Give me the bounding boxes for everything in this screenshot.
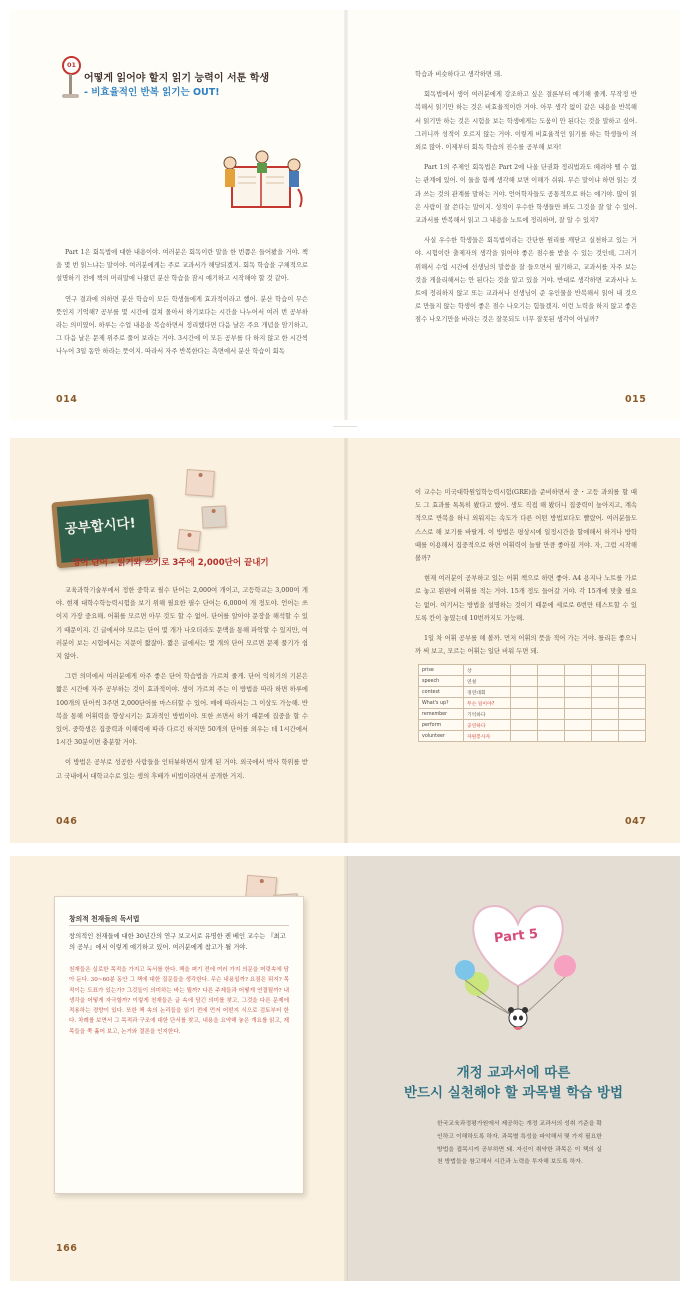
vocab-test-cell xyxy=(619,665,646,676)
balloon-icon xyxy=(554,955,576,977)
paragraph: 현재 여러분이 공부하고 있는 어휘 책으로 하면 좋아. A4 용지나 노트를 가로로 놓고 왼편에 어휘를 적는 거야. 15개 정도 들어갈 거야. 각 15개에 맞출 필요는 없어. 여기서는 방법을 설명하는 것이기 때문에 세로로 6번만 테스트할 수 있도록 칸이 놓였는데 10번까지도 가능해. xyxy=(415,575,637,622)
vocab-row xyxy=(419,720,646,731)
vocab-meaning: 연설 xyxy=(464,676,511,687)
vocab-word: prise xyxy=(419,665,464,676)
section-subtitle: 영어 단어 - 읽기와 쓰기로 3주에 2,000단어 끝내기 xyxy=(72,558,269,568)
vocab-test-cell xyxy=(592,720,619,731)
vocab-test-cell xyxy=(565,709,592,720)
page-047 xyxy=(347,438,680,843)
vocab-test-cell xyxy=(538,731,565,742)
paragraph: Part 1의 주제인 회독법은 Part 2에 나올 단권화 정리법과도 떼려야 뗄 수 없는 관계에 있어. 이 둘을 함께 생각해 보면 이해가 쉬워. 무슨 말이냐 하면 읽는 것과 쓰는 것의 관계를 말하는 거야. 언어학자들도 공통적으로 하는 얘기야. 많이 읽은 사람이 잘 쓴다는 말이지. 성적이 우수한 학생들만 봐도 그것을 잘 알 수 있어. 교과서를 반복해서 읽고 그 내용을 노트에 정리하며, 잘 알 수 있지? xyxy=(415,164,637,225)
vocab-test-cell xyxy=(538,676,565,687)
vocab-meaning: 공연하다 xyxy=(464,720,511,731)
memo-title: 창의적 천재들의 독서법 xyxy=(69,915,140,923)
vocab-row xyxy=(419,731,646,742)
chapter-title-line1: 개정 교과서에 따른 xyxy=(456,1065,571,1081)
vocab-word: contest xyxy=(419,687,464,698)
vocab-test-cell xyxy=(592,709,619,720)
vocab-row xyxy=(419,676,646,687)
part-label: Part 5 xyxy=(493,926,539,947)
chapter-opener-page xyxy=(347,856,680,1281)
vocab-test-cell xyxy=(592,731,619,742)
vocab-word: remember xyxy=(419,709,464,720)
spine-gutter xyxy=(344,856,348,1281)
vocab-test-cell xyxy=(619,676,646,687)
divider xyxy=(333,426,357,427)
reading-kids-illustration xyxy=(210,145,310,215)
spread-046-047 xyxy=(10,438,680,843)
page-number: 166 xyxy=(56,1243,78,1254)
vocab-meaning: 자원봉사자 xyxy=(464,731,511,742)
paragraph: 연구 결과에 의하면 분산 학습이 모든 학생들에게 효과적이라고 했어. 분산 학습이 무슨 뜻인지 기억해? 공부를 몇 시간에 걸쳐 몰아서 하기보다는 시간을 나누어서 여러 번 공부하라는 의미였어. 하루는 수업 내용을 복습하면서 정리했다면 다음 날은 주요 개념을 암기하고, 그 다음 날은 문제 위주로 풀어 보라는 거야. 3시간에 이 모든 공부를 다 하지 않고 한 시간씩 나누어 3일 동안 하라는 뜻이지. 따라서 자주 반복한다는 측면에서 분산 학습이 회독 xyxy=(56,295,308,356)
section-subtitle: - 비효율적인 반복 읽기는 OUT! xyxy=(84,87,220,98)
page-166 xyxy=(10,856,345,1281)
vocab-word: volunteer xyxy=(419,731,464,742)
vocab-row xyxy=(419,698,646,709)
vocab-test-cell xyxy=(511,687,538,698)
vocab-test-cell xyxy=(592,665,619,676)
vocab-test-cell xyxy=(511,676,538,687)
vocab-meaning: 무슨 일이야? xyxy=(464,698,511,709)
vocab-meaning: 경연대회 xyxy=(464,687,511,698)
page-015-body xyxy=(415,68,637,334)
section-title: 어떻게 읽어야 할지 읽기 능력이 서툰 학생 xyxy=(84,73,270,84)
vocab-meaning: 기억하다 xyxy=(464,709,511,720)
memo-divider xyxy=(69,925,289,926)
vocab-test-cell xyxy=(619,687,646,698)
vocab-test-cell xyxy=(511,709,538,720)
vocab-row xyxy=(419,709,646,720)
page-046-body xyxy=(56,584,308,790)
paragraph: 이 방법은 공부로 성공한 사람들을 인터뷰하면서 알게 된 거야. 외국에서 박사 학위를 받고 국내에서 대학교수로 있는 생의 후배가 비법이라면서 공개한 거지. xyxy=(56,759,308,780)
sticky-note xyxy=(185,469,215,497)
memo-card xyxy=(54,896,304,1194)
vocab-test-cell xyxy=(511,665,538,676)
paragraph: 이 교수는 미국대학원입학능력시험(GRE)을 준비하면서 중・고등 과외를 할 때도 그 효과를 톡톡히 봤다고 했어. 생도 직접 해 봤더니 집중력이 높아지고, 계속적으로 반복을 하니 외워지는 속도가 다른 어떤 방법보다도 빨랐어. 여러분들도 스스로 해 보기를 바랄게. 이 방법은 평상시에 일정시간을 할애해서 하거나 방학 때를 이용해서 집중적으로 하면 어휘력이 놀랄 만큼 좋아질 거야. 자, 그럼 시작해 볼까? xyxy=(415,489,637,563)
paragraph: 회독법에서 생이 여러분에게 강조하고 싶은 결론부터 얘기해 줄게. 무작정 반복해서 읽기만 하는 것은 비효율적이란 거야. 아무 생각 없이 같은 내용을 반복해서 읽기만 하는 것은 시험을 보는 학생에게는 도움이 안 된다는 것을 말하고 싶어. 그러니까 성적이 오르지 않는 거야. 이렇게 비효율적인 읽기를 하는 학생들이 의외로 많아. 이제부터 회독 학습의 진수를 공부해 보자! xyxy=(415,91,637,152)
paragraph: 그런 의미에서 여러분에게 아주 좋은 단어 학습법을 가르쳐 줄게. 단어 익히기의 기본은 짧은 시간에 자주 공부하는 것이 효과적이야. 생이 가르쳐 주는 이 방법을 따라 하면 하루에 100개의 단어씩 3주면 2,000단어를 마스터할 수 있어. 매에 따라서는 그 이상도 가능해. 반복을 통해 어휘력을 향상시키는 효과적인 방법이야. 또한 쓰면서 하기 때문에 집중을 할 수 있어. 중학생은 집중력과 이해력에 따라 다르긴 하지만 50개의 단어를 외우는 데 1시간에서 1시간 30분이면 충분할 거야. xyxy=(56,673,308,747)
vocab-test-cell xyxy=(565,731,592,742)
vocab-test-cell xyxy=(538,720,565,731)
vocab-test-cell xyxy=(538,687,565,698)
vocab-test-cell xyxy=(592,698,619,709)
vocab-test-cell xyxy=(592,687,619,698)
signpost-base-icon xyxy=(62,94,79,98)
vocab-test-cell xyxy=(511,698,538,709)
sticky-note xyxy=(177,529,201,551)
heart-balloon-icon xyxy=(473,906,562,986)
vocab-test-cell xyxy=(619,709,646,720)
page-014 xyxy=(10,10,345,420)
section-number-badge: 01 xyxy=(62,56,81,75)
chalkboard-text: 공부합시다! xyxy=(64,515,137,538)
balloon-panda-illustration xyxy=(443,886,593,1036)
page-046 xyxy=(10,438,345,843)
signpost-icon xyxy=(69,74,72,96)
vocab-test-cell xyxy=(565,676,592,687)
paragraph: 학습과 비슷하다고 생각하면 돼. xyxy=(415,71,503,78)
vocab-test-cell xyxy=(619,731,646,742)
vocab-test-cell xyxy=(511,731,538,742)
vocab-test-cell xyxy=(619,720,646,731)
vocab-test-cell xyxy=(592,676,619,687)
page-number: 046 xyxy=(56,816,78,827)
vocab-test-cell xyxy=(538,698,565,709)
spread-014-015 xyxy=(10,10,680,420)
sticky-note xyxy=(201,505,226,528)
chapter-description: 한국교육과정평가원에서 제공하는 개정 교과서의 성취 기준을 확인하고 이해하도록 하자. 과목별 특성을 파악해서 몇 가지 필요한 방법을 접목시켜 공부하면 돼. 자신이 취약한 과목은 이 책의 실천 방법들을 참고해서 시간과 노력을 투자해 보도록 하자. xyxy=(437,1121,602,1166)
page-number: 015 xyxy=(625,394,647,405)
vocab-test-cell xyxy=(511,720,538,731)
page-015 xyxy=(347,10,680,420)
vocab-test-cell xyxy=(538,665,565,676)
vocab-word: What's up? xyxy=(419,698,464,709)
memo-intro: 창의적인 천재들에 대한 30년간의 연구 보고서로 유명한 켄 베인 교수는 『최고의 공부』에서 이렇게 얘기하고 있어. 여러분에게 참고가 될 거야. xyxy=(69,933,286,951)
chapter-title-line2: 반드시 실천해야 할 과목별 학습 방법 xyxy=(403,1085,624,1101)
paragraph: Part 1은 회독법에 대한 내용이야. 여러분은 회독이란 말을 한 번쯤은 들어봤을 거야. 책을 몇 번 읽느냐는 말이야. 여러분에게는 주로 교과서가 해당되겠지. 회독 학습을 구체적으로 설명하기 전에 책의 머리말에 나왔던 분산 학습을 잠시 얘기하고 시작해야 할 것 같아. xyxy=(56,249,308,283)
vocab-row xyxy=(419,687,646,698)
memo-quote: 천재들은 실로한 목적을 가지고 독서를 한다. 책을 펴기 전에 여러 가지 의문을 머릿속에 담아 둔다. 30~60분 동안 그 책에 대한 질문들을 생각한다. 무슨 내용일까? 요점은 뭐지? 목적이는 도표가 있는가? 그것들이 의미하는 바는 뭘까? 다른 주제들과 어떻게 연결될까? 내 생각을 어떻게 자극할까? 이렇게 천재들은 글 속에 담긴 의미를 찾고, 그것을 다른 문제에 적용하는 경향이 있다. 또한 책 속의 논리들을 읽기 전에 먼저 어떤지 식으로 검토부터 한다. 차례를 보면서 그 목적과 구조에 대한 단서를 찾고, 내용을 요약해 놓은 개요를 읽고, 제목들을 쭉 훑어 보고, 논거와 결론을 인지한다. xyxy=(69,967,289,1035)
vocab-test-cell xyxy=(565,687,592,698)
vocab-test-cell xyxy=(619,698,646,709)
vocab-test-cell xyxy=(565,698,592,709)
page-number: 014 xyxy=(56,394,78,405)
paragraph: 1일 차 어휘 공부를 해 볼까. 먼저 어휘의 뜻을 적어 가는 거야. 틀리든 좋으니까 써 보고, 모르는 어휘는 일단 비워 두면 돼. xyxy=(415,635,637,656)
page-047-body xyxy=(415,486,637,665)
spread-166-part5 xyxy=(10,856,680,1281)
vocab-word: speech xyxy=(419,676,464,687)
vocab-test-cell xyxy=(538,709,565,720)
paragraph: 사실 우수한 학생들은 회독법이라는 간단한 원리를 깨닫고 실천하고 있는 거야. 시험이란 출제자의 생각을 읽어야 좋은 점수를 받을 수 있는 것인데, 그러기 위해서 수업 시간에 선생님의 말씀을 잘 들으면서 필기하고, 교과서를 자주 보는 것을 게을리해서는 안 된다는 것을 알고 있을 거야. 반대로 생각하면 교과서나 노트에 정리하지 않고 또는 교과서나 선생님이 준 유인물을 반복해서 읽어 내 것으로 만들지 않는 학생이 좋은 점수 나오기는 힘들겠지. 이런 노력을 하지 않고 좋은 점수 나오기만을 바라는 것은 잘못되도 너무 잘못된 생각이 아닐까? xyxy=(415,237,637,324)
vocabulary-table xyxy=(418,664,646,742)
page-014-body xyxy=(56,246,308,366)
vocab-meaning: 상 xyxy=(464,665,511,676)
vocab-word: perform xyxy=(419,720,464,731)
vocab-row xyxy=(419,665,646,676)
page-number: 047 xyxy=(625,816,647,827)
paragraph: 교육과학기술부에서 정한 중학교 필수 단어는 2,000여 개이고, 고등학교는 3,000여 개야. 현재 대학수학능력시험을 보기 위해 필요한 필수 단어는 6,000여 개 정도야. 언어는 쓰이지 가장 중요해. 어휘를 모르면 아무 것도 할 수 없어. 단어를 알아야 문장을 해석할 수 있기 때문이지. 긴 글에서야 모르는 단어 몇 개가 나오더라도 문맥을 통해 파악할 수 있지만, 여러분이 보는 시험에서는 지문이 짧잖아. 짧은 글에서는 몇 개의 단어 모르면 문제 풀기가 쉽지 않아. xyxy=(56,587,308,661)
balloon-icon xyxy=(455,960,475,980)
vocab-test-cell xyxy=(565,665,592,676)
vocab-test-cell xyxy=(565,720,592,731)
